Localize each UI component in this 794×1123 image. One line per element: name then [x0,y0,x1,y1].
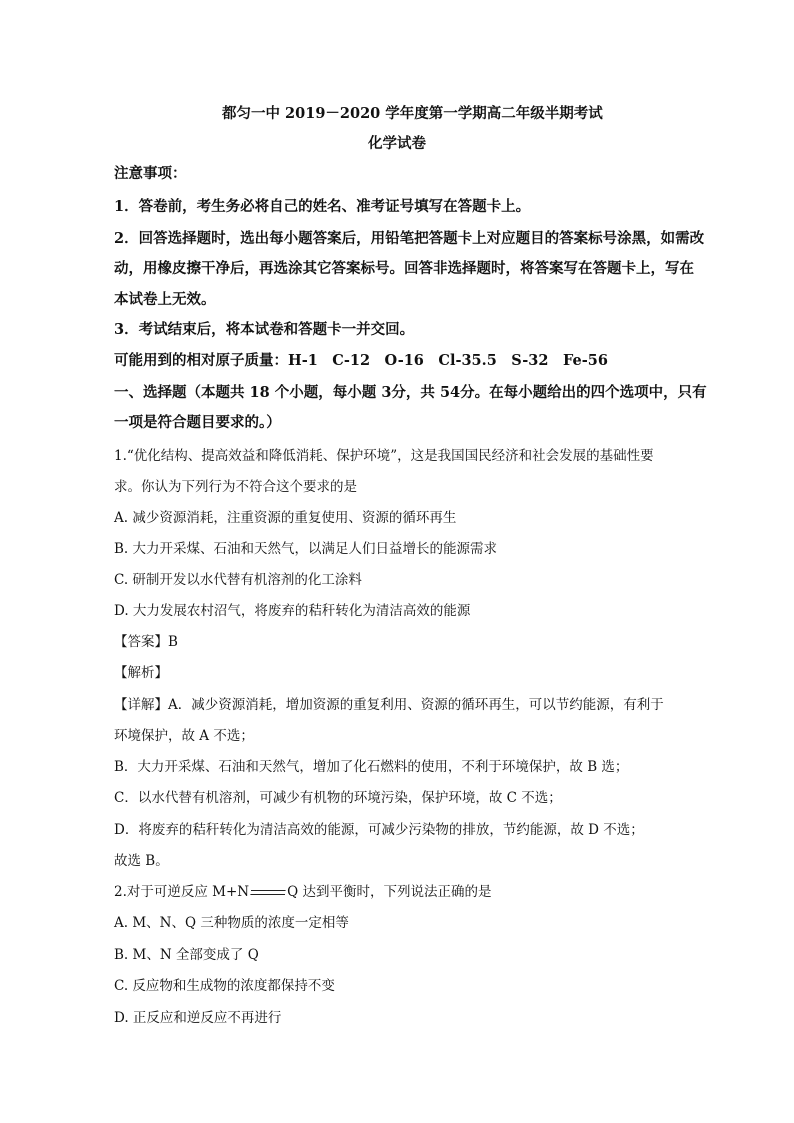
notice-item-2-line-2: 动，用橡皮擦干净后，再选涂其它答案标号。回答非选择题时，将答案写在答题卡上，写在 [114,260,694,277]
exam-title: 都匀一中 2019－2020 学年度第一学期高二年级半期考试 [222,105,603,122]
q1-answer: 【答案】B [114,634,178,650]
section-heading-line-2: 一项是符合题目要求的。） [114,414,281,431]
q1-option-d: D. 大力发展农村沼气，将废弃的秸秆转化为清洁高效的能源 [114,603,471,619]
notice-item-2-line-1: 2．回答选择题时，选出每小题答案后，用铅笔把答题卡上对应题目的答案标号涂黑，如需改 [114,230,705,247]
q1-explanation-line-6: 故选 B。 [114,853,169,869]
notice-item-1: 1．答卷前，考生务必将自己的姓名、准考证号填写在答题卡上。 [114,198,531,215]
q2-option-b: B. M、N 全部变成了 Q [114,947,259,963]
equilibrium-arrow-icon [251,887,285,899]
q1-option-c: C. 研制开发以水代替有机溶剂的化工涂料 [114,572,362,588]
q2-stem-suffix: Q 达到平衡时，下列说法正确的是 [287,884,492,900]
atomic-masses: 可能用到的相对原子质量：H-1 C-12 O-16 Cl-35.5 S-32 Fe-56 [114,352,608,369]
q2-option-c: C. 反应物和生成物的浓度都保持不变 [114,978,335,994]
q1-explanation-line-3: B．大力开采煤、石油和天然气，增加了化石燃料的使用，不利于环境保护，故 B 选； [114,759,629,775]
q1-explanation-line-5: D．将废弃的秸秆转化为清洁高效的能源，可减少污染物的排放，节约能源，故 D 不选； [114,822,644,838]
q1-explanation-line-1: 【详解】A．减少资源消耗，增加资源的重复利用、资源的循环再生，可以节约能源，有利于 [114,697,664,713]
q2-stem [114,882,491,902]
q1-analysis-label: 【解析】 [114,665,168,681]
q2-stem-prefix: 2.对于可逆反应 M+N [114,884,250,900]
q1-option-b: B. 大力开采煤、石油和天然气，以满足人们日益增长的能源需求 [114,541,498,557]
section-heading-line-1: 一、选择题（本题共 18 个小题，每小题 3分，共 54分。在每小题给出的四个选项中，只有 [114,384,707,401]
q1-explanation-line-2: 环境保护，故 A 不选； [114,728,254,744]
q1-explanation-line-4: C．以水代替有机溶剂，可减少有机物的环境污染，保护环境，故 C 不选； [114,790,562,806]
q1-option-a: A. 减少资源消耗，注重资源的重复使用、资源的循环再生 [114,510,457,526]
q2-option-a: A. M、N、Q 三种物质的浓度一定相等 [114,915,349,931]
notice-heading: 注意事项： [114,165,187,182]
notice-item-2-line-3: 本试卷上无效。 [114,291,216,308]
notice-item-3: 3．考试结束后，将本试卷和答题卡一并交回。 [114,321,415,338]
q1-stem-line-1: 1.“优化结构、提高效益和降低消耗、保护环境”，这是我国国民经济和社会发展的基础性要 [114,448,654,464]
exam-subtitle: 化学试卷 [368,135,426,152]
q2-option-d: D. 正反应和逆反应不再进行 [114,1010,282,1026]
q1-stem-line-2: 求。你认为下列行为不符合这个要求的是 [114,479,357,495]
